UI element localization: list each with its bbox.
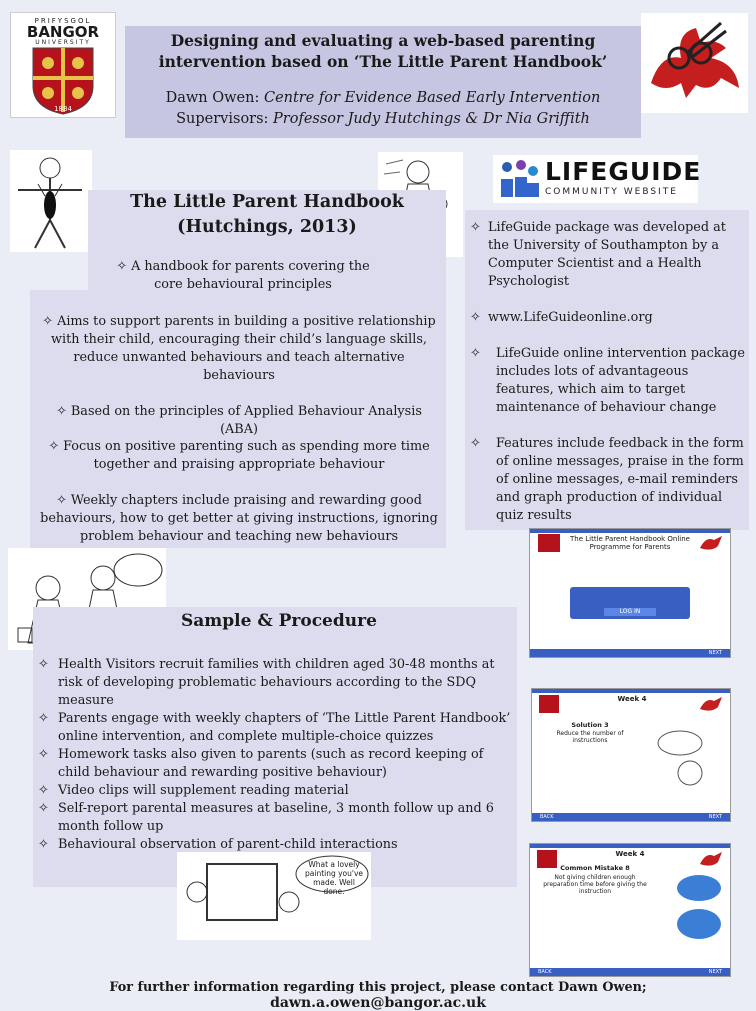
diamond-bullet-icon: ✧: [38, 711, 49, 726]
diamond-bullet-icon: ✧: [470, 436, 481, 451]
title-panel: [125, 26, 641, 138]
diamond-bullet-icon: ✧: [42, 314, 58, 329]
handbook-point-2: [40, 403, 438, 439]
mini-week-heading: Week 4: [617, 695, 647, 703]
diamond-bullet-icon: ✧: [38, 837, 49, 852]
website-screenshot-login: [529, 528, 731, 658]
handbook-point-text: Aims to support parents in building a positive relationship with their child, encouraging their child’s language skills, reduce unwanted behaviours and teach alternative behaviours: [51, 314, 436, 383]
sample-point-1: [38, 656, 514, 710]
sample-list: [38, 656, 514, 854]
sample-point-5: [38, 800, 514, 836]
dragon-icon: [641, 13, 748, 113]
lifeguide-people-icon: [497, 157, 541, 201]
mini-dragon-icon: [698, 532, 726, 554]
footer-text: For further information regarding this project, please contact Dawn Owen;: [109, 980, 647, 995]
handbook-point-text: Focus on positive parenting such as spending more time together and praising appropriate behaviour: [63, 439, 430, 472]
sample-point-text: Homework tasks also given to parents (such as record keeping of child behaviour and rewarding positive behaviour): [58, 747, 484, 780]
mini-next-button[interactable]: NEXT: [708, 650, 722, 656]
author-line: [125, 88, 641, 130]
lifeguide-point-4: [470, 435, 748, 525]
lifeguide-logo-text: LIFEGUIDE: [545, 157, 702, 186]
mini-subtitle: Reduce the number of instructions: [556, 730, 624, 744]
handbook-intro-text: A handbook for parents covering the core behavioural principles: [131, 259, 370, 292]
mini-bangor-logo-icon: [536, 693, 562, 715]
diamond-bullet-icon: ✧: [470, 310, 481, 325]
poster-title: Designing and evaluating a web-based parenting intervention based on ‘The Little Parent Handbook’: [158, 31, 608, 71]
diamond-bullet-icon: ✧: [116, 259, 132, 274]
website-screenshot-week4-mistake: [529, 843, 731, 977]
mini-dragon-icon: [698, 848, 726, 870]
speech-bubble-text: What a lovely painting you've made. Well done.: [305, 860, 364, 896]
mini-cartoon-icon: [650, 725, 720, 795]
handbook-point-text: Based on the principles of Applied Behaviour Analysis (ABA): [70, 404, 422, 437]
mini-login-button[interactable]: LOG IN: [604, 608, 656, 616]
contact-email[interactable]: dawn.a.owen@bangor.ac.uk: [270, 995, 486, 1011]
mini-login-box: [570, 587, 690, 619]
bangor-university-logo: [10, 12, 116, 118]
mini-bangor-logo-icon: [534, 532, 564, 554]
diamond-bullet-icon: ✧: [56, 493, 71, 508]
lifeguide-point-3: [470, 345, 748, 417]
handbook-point-1: [40, 313, 438, 385]
sample-point-text: Video clips will supplement reading material: [58, 783, 349, 798]
child-figure-icon: [10, 150, 92, 252]
diamond-bullet-icon: ✧: [38, 747, 49, 762]
mini-next-button[interactable]: NEXT: [708, 969, 722, 975]
diamond-bullet-icon: ✧: [56, 404, 71, 419]
child-drawing-image: [10, 150, 92, 252]
sample-point-text: Self-report parental measures at baseline, 3 month follow up and 6 month follow up: [58, 801, 494, 834]
diamond-bullet-icon: ✧: [470, 220, 481, 235]
lifeguide-point-text: LifeGuide package was developed at the University of Southampton by a Computer Scientist and a Health Psychologist: [488, 220, 726, 289]
diamond-bullet-icon: ✧: [38, 801, 49, 816]
handbook-title-line1: The Little Parent Handbook: [130, 192, 404, 212]
supervisors-label: Supervisors:: [176, 111, 269, 127]
mini-section: Solution 3: [571, 721, 609, 729]
mini-week-heading: Week 4: [615, 850, 645, 858]
handbook-point-3: [40, 438, 438, 474]
logo-sub: UNIVERSITY: [35, 39, 91, 46]
website-screenshot-week4-solution: [531, 688, 731, 822]
sample-point-text: Health Visitors recruit families with children aged 30-48 months at risk of developing problematic behaviours according to the SDQ measure: [58, 657, 495, 708]
footer: [0, 980, 756, 1011]
lifeguide-point-2: [470, 309, 748, 327]
mini-back-button[interactable]: BACK: [540, 814, 554, 820]
sample-title: Sample & Procedure: [181, 611, 377, 631]
lifeguide-link[interactable]: www.LifeGuideonline.org: [488, 310, 653, 325]
lifeguide-logo: [493, 155, 702, 203]
sample-point-text: Parents engage with weekly chapters of ‘The Little Parent Handbook’ online intervention, and complete multiple-choice quizzes: [58, 711, 511, 744]
handbook-point-text: Weekly chapters include praising and rewarding good behaviours, how to get better at giving instructions, ignoring problem behaviour and teaching new behaviours: [40, 493, 438, 544]
mini-back-button[interactable]: BACK: [538, 969, 552, 975]
sample-point-4: [38, 782, 514, 800]
lifeguide-point-text: LifeGuide online intervention package includes lots of advantageous features, which aim to target maintenance of behaviour change: [496, 346, 745, 415]
handbook-heading: [100, 190, 434, 240]
handbook-title-line2: (Hutchings, 2013): [177, 217, 357, 237]
painting-cartoon-image: [177, 852, 371, 940]
mini-next-button[interactable]: NEXT: [708, 814, 722, 820]
mini-bottom-bar: [530, 649, 730, 657]
diamond-bullet-icon: ✧: [38, 783, 49, 798]
diamond-bullet-icon: ✧: [38, 657, 49, 672]
mini-bottom-bar: [530, 968, 730, 976]
mini-bottom-bar: [532, 813, 730, 821]
supervisors-names: Professor Judy Hutchings & Dr Nia Griffith: [273, 111, 590, 127]
logo-top-text: PRIFYSGOL: [34, 17, 92, 25]
handbook-point-4: [40, 492, 438, 546]
mini-heading: The Little Parent Handbook Online Programme for Parents: [570, 535, 690, 551]
mini-subtitle: Not giving children enough preparation time before giving the instruction: [543, 874, 647, 895]
mini-dragon-icon: [698, 693, 726, 715]
mini-section: Common Mistake 8: [560, 864, 630, 872]
handbook-intro: [108, 258, 378, 294]
author-name: Dawn Owen:: [165, 90, 260, 106]
logo-name: BANGOR: [26, 23, 100, 41]
lifeguide-point-text: Features include feedback in the form of online messages, praise in the form of online messages, e-mail reminders and graph production of individual quiz results: [496, 436, 744, 523]
lifeguide-point-1: [470, 219, 748, 291]
author-affiliation: Centre for Evidence Based Early Intervention: [263, 90, 601, 106]
mini-speech-bubbles-icon: [674, 872, 724, 952]
lifeguide-logo-sub: COMMUNITY WEBSITE: [545, 187, 678, 197]
diamond-bullet-icon: ✧: [48, 439, 64, 454]
diamond-bullet-icon: ✧: [470, 346, 481, 361]
sample-point-3: [38, 746, 514, 782]
sample-point-text: Behavioural observation of parent-child interactions: [58, 837, 398, 852]
logo-year: 1884: [54, 105, 72, 113]
welsh-dragon-image: [641, 13, 748, 113]
sample-point-2: [38, 710, 514, 746]
